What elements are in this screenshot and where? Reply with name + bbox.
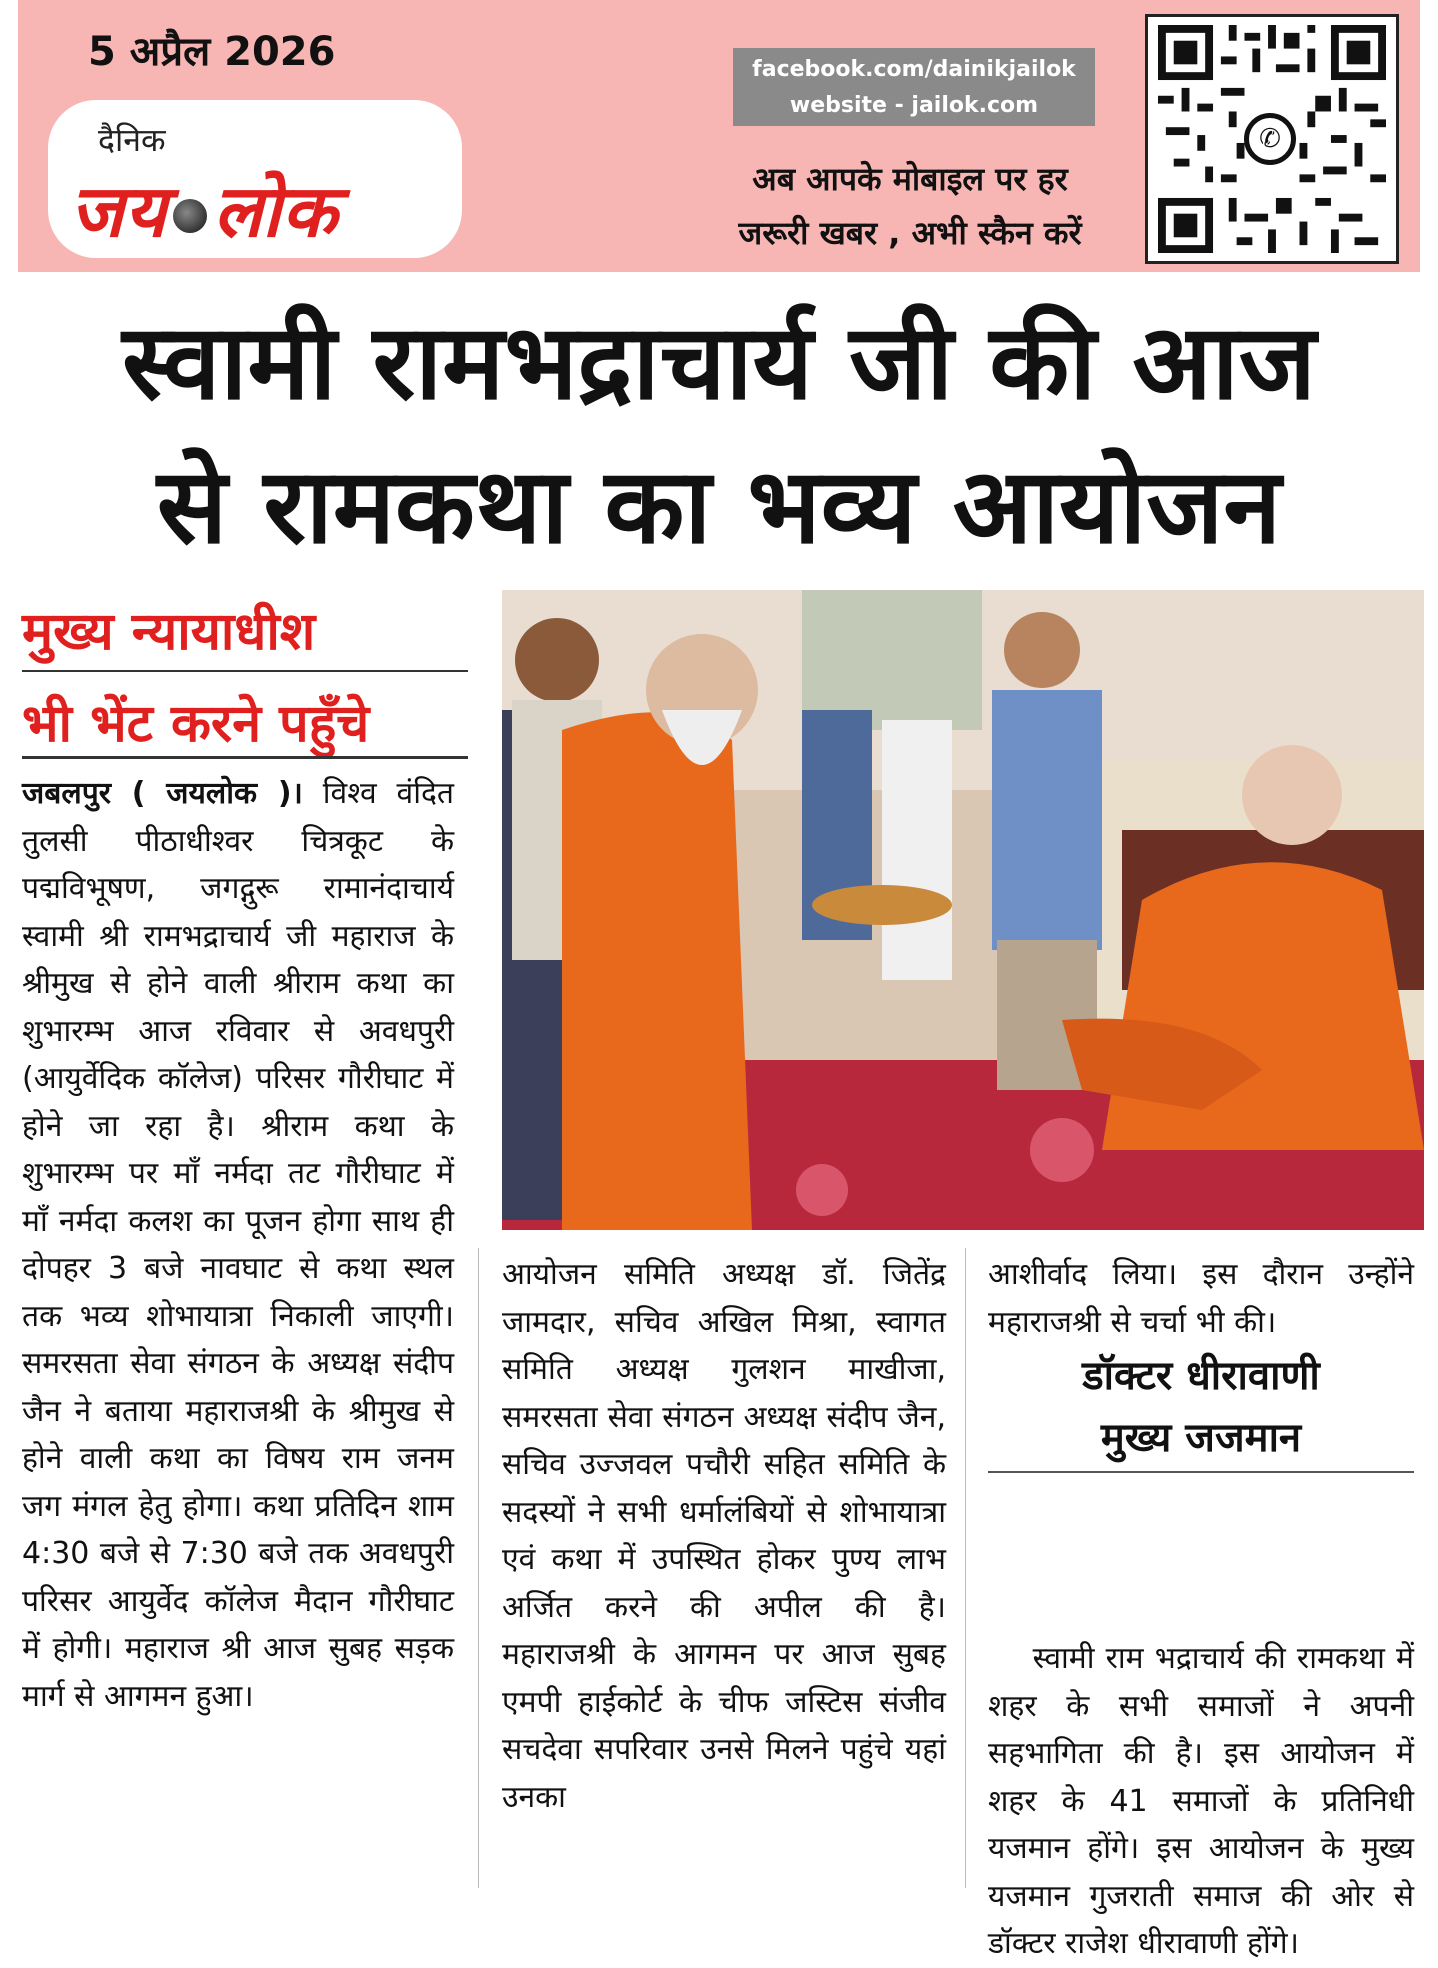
sidebar-heading: [988, 1345, 1414, 1469]
column-divider-2: [965, 1248, 966, 1888]
scan-line-2: जरूरी खबर , अभी स्कैन करें: [738, 214, 1082, 252]
sidebar-heading-line-1: डॉक्टर धीरावाणी: [1082, 1353, 1320, 1399]
article-column-3-bottom: [988, 1635, 1414, 1968]
facebook-link[interactable]: facebook.com/dainikjailok: [752, 57, 1076, 82]
logo-daily-label: दैनिक: [98, 121, 166, 159]
headline: [0, 290, 1438, 578]
social-links-box: [733, 48, 1095, 126]
headline-line-1: स्वामी रामभद्राचार्य जी की आज: [122, 301, 1316, 423]
subheading-line-2: भी भेंट करने पहुँचे: [22, 694, 370, 754]
article-column-3-top: आशीर्वाद लिया। इस दौरान उन्होंने महाराजश्री से चर्चा भी की।: [988, 1257, 1414, 1340]
scan-prompt: [700, 152, 1120, 260]
article-column-2: आयोजन समिति अध्यक्ष डॉ. जितेंद्र जामदार, सचिव अखिल मिश्रा, स्वागत समिति अध्यक्ष गुलशन माखीजा, समरसता सेवा संगठन अध्यक्ष संदीप जैन, सचिव उज्जवल पचौरी सहित समिति के सदस्यों ने सभी धर्मालंबियों से शोभायात्रा एवं कथा में उपस्थित होकर पुण्य लाभ अर्जित करने की अपील की है। महाराजश्री के आगमन पर आज सुबह एमपी हाईकोर्ट के चीफ जस्टिस संजीव सचदेवा सपरिवार उनसे मिलने पहुंचे यहां उनका: [502, 1257, 946, 1815]
news-photo: [502, 590, 1424, 1230]
website-link[interactable]: website - jailok.com: [789, 93, 1039, 118]
subheading-line-1: मुख्य न्यायाधीश: [22, 602, 316, 662]
article-column-1: [22, 770, 454, 1720]
scan-line-1: अब आपके मोबाइल पर हर: [752, 160, 1068, 198]
newspaper-logo[interactable]: [48, 100, 462, 258]
column-1-text: विश्व वंदित तुलसी पीठाधीश्वर चित्रकूट के पद्मविभूषण, जगद्गुरू रामानंदाचार्य स्वामी श्री रामभद्राचार्य जी महाराज के श्रीमुख से होने वाली श्रीराम कथा का शुभारम्भ आज रविवार से अवधपुरी (आयुर्वेदिक कॉलेज) परिसर गौरीघाट में होने जा रहा है। श्रीराम कथा के शुभारम्भ पर माँ नर्मदा तट गौरीघाट में माँ नर्मदा कलश का पूजन होगा साथ ही दोपहर 3 बजे नावघाट से कथा स्थल तक भव्य शोभायात्रा निकाली जाएगी। समरसता सेवा संगठन के अध्यक्ष संदीप जैन ने बताया महाराजश्री के श्रीमुख से होने वाली कथा का विषय राम जनम जग मंगल हेतु होगा। कथा प्रतिदिन शाम 4:30 बजे से 7:30 बजे तक अवधपुरी परिसर आयुर्वेद कॉलेज मैदान गौरीघाट में होगी। महाराज श्री आज सुबह सड़क मार्ग से आगमन हुआ।: [22, 776, 454, 1714]
issue-date: 5 अप्रैल 2026: [88, 29, 336, 75]
column-3-bottom-text: स्वामी राम भद्राचार्य की रामकथा में शहर के सभी समाजों ने अपनी सहभागिता की है। इस आयोजन में शहर के 41 समाजों के प्रतिनिधी यजमान होंगे। इस आयोजन के मुख्य यजमान गुजराती समाज की ओर से डॉक्टर राजेश धीरावाणी होंगे।: [988, 1641, 1414, 1961]
whatsapp-icon: ✆: [1244, 113, 1296, 165]
qr-code[interactable]: [1145, 14, 1399, 264]
globe-icon: [173, 199, 207, 233]
logo-word-jai: जय: [70, 169, 168, 253]
dateline: जबलपुर ( जयलोक )।: [22, 776, 303, 811]
headline-line-2: से रामकथा का भव्य आयोजन: [156, 445, 1282, 567]
sidebar-heading-line-2: मुख्य जजमान: [1100, 1415, 1302, 1461]
subheading-underline: [22, 756, 468, 759]
column-divider-1: [478, 1248, 479, 1888]
sidebar-heading-rule: [988, 1471, 1414, 1473]
subheading-divider: [22, 670, 468, 672]
logo-word-lok: लोक: [213, 169, 338, 253]
